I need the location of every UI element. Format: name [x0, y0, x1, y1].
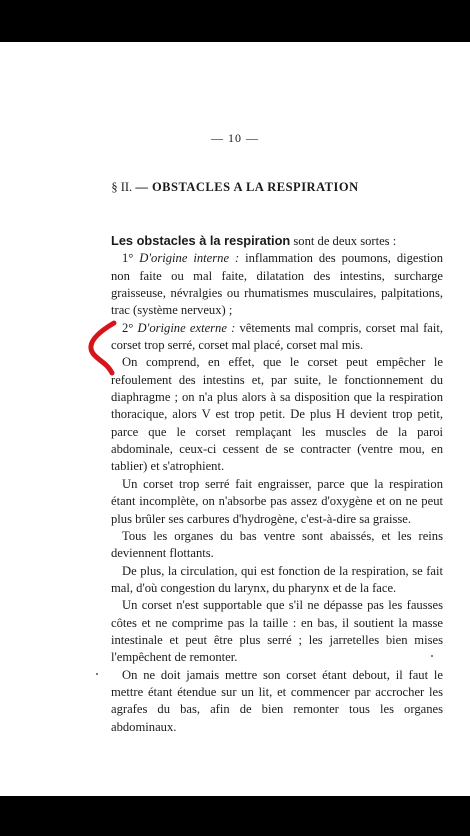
page-number: — 10 — [211, 131, 259, 145]
paragraph-how-to-wear: On ne doit jamais mettre son corset étant debout, il faut le mettre étant étendue sur un lit, et commencer par accrocher les agrafes du bas, afin de bien remonter tous les organes abdominaux. [111, 667, 443, 734]
section-heading [0, 180, 470, 195]
external-origin-text: vêtements mal compris, corset mal fait, corset trop serré, corset mal placé, corset mal mis. [111, 320, 443, 353]
paragraph-external-origin [111, 320, 443, 355]
paragraph-organs: Tous les organes du bas ventre sont abaissés, et les reins deviennent flottants. [111, 528, 443, 561]
paragraph-tight-corset: Un corset trop serré fait engraisser, parce que la respiration étant incomplète, on n'absorbe pas assez d'oxygène et on ne peut plus brûler ses carbures d'hydrogène, c'est-à-dire sa graisse. [111, 476, 443, 526]
paragraph-circulation: De plus, la circulation, qui est fonction de la respiration, se fait mal, d'où congestion du larynx, du pharynx et de la face. [111, 563, 443, 595]
section-number: § II. [111, 180, 133, 194]
paragraph-supportable: Un corset n'est supportable que s'il ne dépasse pas les fausses côtes et ne comprime pas la taille : en bas, il soutient la masse intestinale et peut être plus serré ; les jarretelles bien mises l'empêchent de remonter. [111, 598, 443, 665]
item-number: 1° [122, 251, 140, 266]
scan-speck [431, 655, 433, 657]
section-title: — OBSTACLES A LA RESPIRATION [135, 180, 359, 194]
top-black-bar [0, 0, 470, 42]
body-text [111, 232, 443, 736]
intro-bold-phrase: Les obstacles à la respiration [111, 233, 291, 248]
paragraph-internal-origin [111, 250, 443, 319]
external-origin-label: D'origine externe : [137, 320, 236, 335]
intro-rest: sont de deux sortes : [290, 234, 397, 248]
scan-speck [96, 673, 98, 675]
paragraph-diaphragm: On comprend, en effet, que le corset peut empêcher le refoulement des intestins et, par suite, le fonctionnement du diaphragme ; on n'a plus alors à sa disposition que la respiration thoracique, alors V est trop petit. De plus H devient trop petit, parce que le corset remplaçant les muscles de la paroi abdominale, ceux-ci cessent de se contracter (ventre mou, en tablier) et s'atrophient. [111, 355, 443, 474]
bottom-black-bar [0, 796, 470, 836]
internal-origin-label: D'origine interne : [139, 251, 240, 266]
internal-origin-text: inflammation des poumons, digestion non faite ou mal faite, dilatation des intestins, surcharge graisseuse, névralgies ou rhumatismes musculaires, palpitations, trac (système nerveux) ; [111, 251, 443, 318]
red-bracket-annotation [84, 318, 124, 376]
item-number: 2° [122, 320, 138, 335]
intro-paragraph [111, 232, 443, 250]
